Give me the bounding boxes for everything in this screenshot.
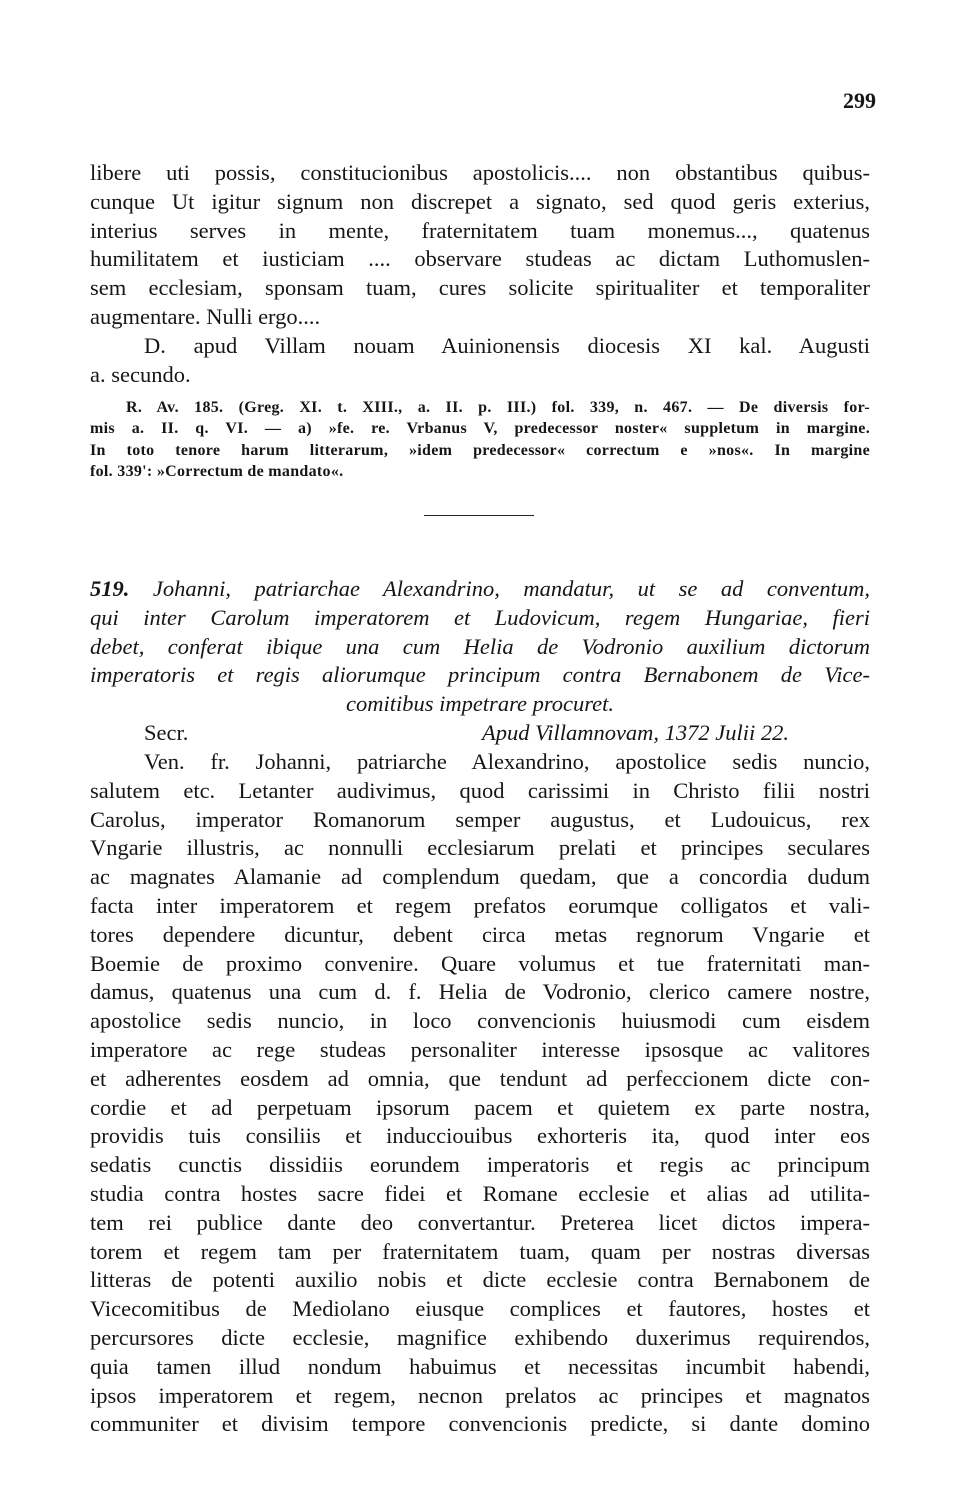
footnotes [90, 397, 870, 482]
letter-line: Boemie de proximo convenire. Quare volumus et tue fraternitati man- [90, 950, 870, 976]
text-line: augmentare. Nulli ergo.... [90, 303, 321, 329]
place-date: Apud Villamnovam, 1372 Julii 22. [482, 720, 790, 745]
letter-line: imperatore ac rege studeas personaliter interesse ipsosque ac valitores [90, 1036, 870, 1062]
letter-line: percursores dicte ecclesie, magnifice exhibendo duxerimus requirendos, [90, 1324, 870, 1350]
note-line: In toto tenore harum litterarum, »idem predecessor« correctum e »nos«. In margine [90, 441, 870, 459]
text-line: cunque Ut igitur signum non discrepet a signato, sed quod geris exterius, [90, 188, 870, 214]
letter-line: et adherentes eosdem ad omnia, que tendunt ad perfeccionem dicte con- [90, 1065, 870, 1091]
note-line: mis a. II. q. VI. — a) »fe. re. Vrbanus V, predecessor noster« suppletum in margine. [90, 420, 870, 438]
letter-line: sedatis cunctis dissidiis eorundem imperatoris et regis ac principum [90, 1152, 870, 1178]
regest-line: debet, conferat ibique una cum Helia de Vodronio auxilium dictorum [90, 633, 870, 659]
regest-line: qui inter Carolum imperatorem et Ludovicum, regem Hungariae, fieri [90, 604, 870, 630]
letter-line: tores dependere dicuntur, debent circa metas regnorum Vngarie et [90, 921, 870, 947]
letter-line: communiter et divisim tempore convencionis predicte, si dante domino [90, 1411, 870, 1437]
date-line-end: a. secundo. [90, 361, 191, 387]
secr-label: Secr. [144, 720, 189, 745]
letter-line: Vicecomitibus de Mediolano eiusque complices et fautores, hostes et [90, 1296, 870, 1322]
page-number: 299 [843, 88, 876, 113]
text-line: libere uti possis, constitucionibus apostolicis.... non obstantibus quibus- [90, 160, 870, 185]
regest-line: imperatoris et regis aliorumque principum contra Bernabonem de Vice- [90, 662, 870, 688]
note-line: fol. 339': »Correctum de mandato«. [90, 462, 344, 480]
separator-rule [424, 515, 534, 516]
date-line: D. apud Villam nouam Auinionensis diocesis XI kal. Augusti [144, 332, 870, 358]
letter-line: studia contra hostes sacre fidei et Romane ecclesie et alias ad utilita- [90, 1180, 870, 1206]
letter-line: tem rei publice dante deo convertantur. Preterea licet dictos impera- [90, 1209, 870, 1235]
letter-line: ipsos imperatorem et regem, necnon prelatos ac principes et magnatos [90, 1382, 870, 1408]
regest-line [90, 575, 870, 604]
letter-line: torem et regem tam per fraternitatem tuam, quam per nostras diversas [90, 1238, 870, 1264]
text-line: interius serves in mente, fraternitatem tuam monemus..., quatenus [90, 217, 870, 243]
place-date-line [90, 719, 870, 748]
letter-line: apostolice sedis nuncio, in loco convencionis huiusmodi cum eisdem [90, 1008, 870, 1034]
letter-line: providis tuis consiliis et inducciouibus exhorteris ita, quod inter eos [90, 1123, 870, 1149]
letter-line: litteras de potenti auxilio nobis et dicte ecclesie contra Bernabonem de [90, 1267, 870, 1293]
regest-line: comitibus impetrare procuret. [345, 691, 615, 717]
letter-line: cordie et ad perpetuam ipsorum pacem et quietem ex parte nostra, [90, 1094, 870, 1120]
letter-line: damus, quatenus una cum d. f. Helia de Vodronio, clerico camere nostre, [90, 979, 870, 1005]
regest-text: Johanni, patriarchae Alexandrino, mandatur, ut se ad conventum, [152, 576, 870, 601]
letter-line: quia tamen illud nondum habuimus et necessitas incumbit habendi, [90, 1353, 870, 1379]
text-line: humilitatem et iusticiam .... observare studeas ac dictam Luthomuslen- [90, 246, 870, 272]
letter-line: Ven. fr. Johanni, patriarche Alexandrino, apostolice sedis nuncio, [144, 749, 870, 774]
document-number: 519. [90, 576, 130, 601]
continuation-paragraph [90, 159, 870, 389]
regest [90, 575, 870, 719]
letter-line: Vngarie illustris, ac nonnulli ecclesiarum prelati et principes seculares [90, 835, 870, 861]
letter-line: Carolus, imperator Romanorum semper augustus, et Ludouicus, rex [90, 806, 870, 832]
letter-body [90, 748, 870, 1439]
note-line: R. Av. 185. (Greg. XI. t. XIII., a. II. p. III.) fol. 339, n. 467. — De diversis for- [126, 399, 870, 416]
letter-line: salutem etc. Letanter audivimus, quod carissimi in Christo filii nostri [90, 777, 870, 803]
letter-line: facta inter imperatorem et regem prefatos eorumque colligatos et vali- [90, 892, 870, 918]
letter-line: ac magnates Alamanie ad complendum quedam, que a concordia dudum [90, 864, 870, 890]
text-line: sem ecclesiam, sponsam tuam, cures solicite spiritualiter et temporaliter [90, 275, 870, 301]
